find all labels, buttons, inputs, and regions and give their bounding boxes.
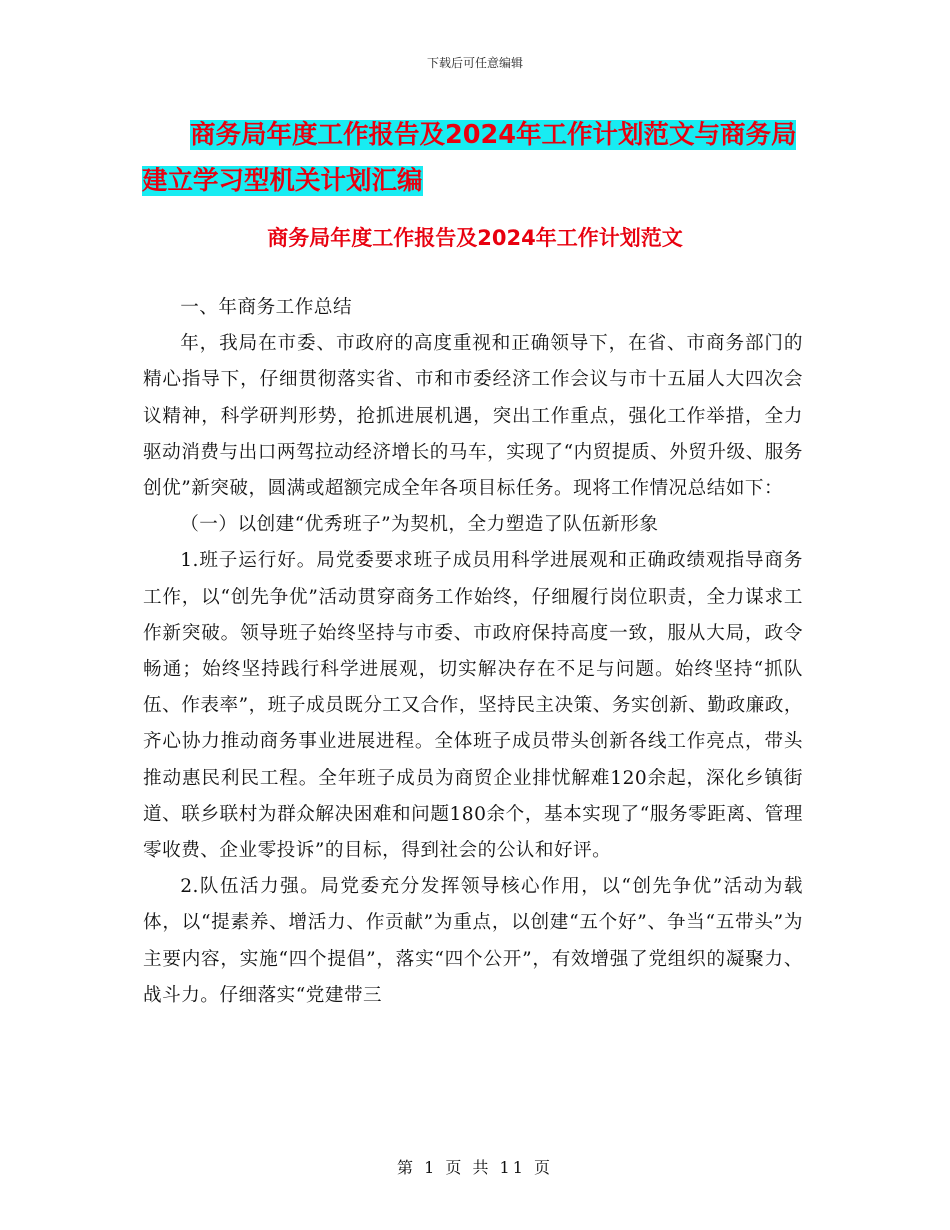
paragraph-heading-2: （一）以创建“优秀班子”为契机，全力塑造了队伍新形象 <box>180 514 659 536</box>
paragraph-summary: 年，我局在市委、市政府的高度重视和正确领导下，在省、市商务部门的精心指导下，仔细贯彻落实省、市和市委经济工作会议与市十五届人大四次会议精神，科学研判形势，抢抓进展机遇，突出工作重点，强化工作举措，全力驱动消费与出口两驾拉动经济增长的马车，实现了“内贸提质、外贸升级、服务创优”新突破，圆满或超额完成全年各项目标任务。现将工作情况总结如下： <box>143 333 803 500</box>
paragraph-item-1: 1.班子运行好。局党委要求班子成员用科学进展观和正确政绩观指导商务工作，以“创先争优”活动贯穿商务工作始终，仔细履行岗位职责，全力谋求工作新突破。领导班子始终坚持与市委、市政府保持高度一致，服从大局，政令畅通；始终坚持践行科学进展观，切实解决存在不足与问题。始终坚持“抓队伍、作表率”，班子成员既分工又合作，坚持民主决策、务实创新、勤政廉政，齐心协力推动商务事业进展进程。全体班子成员带头创新各线工作亮点，带头推动惠民利民工程。全年班子成员为商贸企业排忧解难120余起，深化乡镇街道、联乡联村为群众解决困难和问题180余个，基本实现了“服务零距离、管理零收费、企业零投诉”的目标，得到社会的公认和好评。 <box>143 550 803 862</box>
paragraph-item-2: 2.队伍活力强。局党委充分发挥领导核心作用，以“创先争优”活动为载体，以“提素养、增活力、作贡献”为重点，以创建“五个好”、争当“五带头”为主要内容，实施“四个提倡”，落实“四个公开”，有效增强了党组织的凝聚力、战斗力。仔细落实“党建带三 <box>143 876 803 1006</box>
title-highlight-2: 建立学习型机关计划汇编 <box>142 166 423 196</box>
header-note: 下载后可任意编辑 <box>426 56 523 70</box>
body-text <box>143 290 803 1014</box>
document-title <box>142 112 822 204</box>
page-footer: 第 1 页 共 11 页 <box>397 1158 553 1177</box>
title-highlight-1: 商务局年度工作报告及2024年工作计划范文与商务局 <box>190 120 797 150</box>
document-title-line-2 <box>142 158 822 204</box>
paragraph-heading-1: 一、年商务工作总结 <box>180 297 353 318</box>
document-title-line-1 <box>142 112 822 158</box>
section-title: 商务局年度工作报告及2024年工作计划范文 <box>267 226 683 250</box>
